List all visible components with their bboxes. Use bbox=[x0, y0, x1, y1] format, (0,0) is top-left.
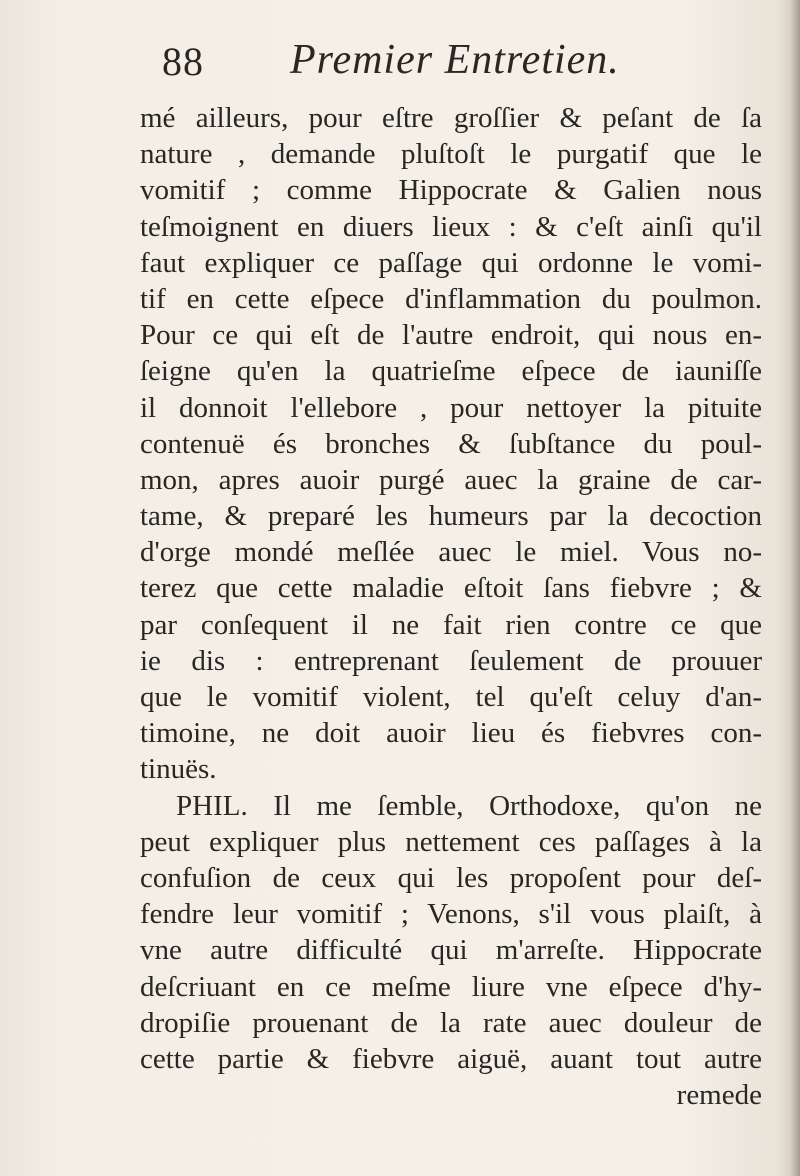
text-line: il donnoit l'ellebore , pour nettoyer la pituite bbox=[140, 391, 762, 424]
text-line: tinuës. bbox=[140, 753, 217, 786]
text-line: mé ailleurs, pour eſtre groſſier & peſant de ſa bbox=[140, 102, 762, 134]
page-header bbox=[162, 34, 762, 90]
text-line: que le vomitif violent, tel qu'eſt celuy d'an- bbox=[140, 681, 762, 713]
text-line: confuſion de ceux qui les propoſent pour deſ- bbox=[140, 861, 762, 894]
text-line: terez que cette maladie eſtoit ſans fiebvre ; & bbox=[140, 572, 762, 605]
text-line: d'orge mondé meſlée auec le miel. Vous no- bbox=[140, 536, 762, 569]
page-edge bbox=[790, 0, 800, 1176]
text-line: ie dis : entreprenant ſeulement de prouuer bbox=[140, 644, 762, 677]
text-line: fendre leur vomitif ; Venons, s'il vous plaiſt, à bbox=[140, 898, 762, 931]
text-line: teſmoignent en diuers lieux : & c'eſt ainſi qu'il bbox=[140, 210, 762, 243]
text-line: vne autre difficulté qui m'arreſte. Hippocrate bbox=[140, 934, 762, 967]
text-line: par conſequent il ne fait rien contre ce que bbox=[140, 608, 762, 641]
text-line: tame, & preparé les humeurs par la decoction bbox=[140, 500, 762, 533]
running-title: Premier Entretien. bbox=[290, 37, 620, 83]
text-line: deſcriuant en ce meſme liure vne eſpece d'hy- bbox=[140, 970, 762, 1003]
text-line: PHIL. Il me ſemble, Orthodoxe, qu'on ne bbox=[176, 789, 762, 822]
text-line: cette partie & fiebvre aiguë, auant tout autre bbox=[140, 1042, 762, 1075]
text-line: nature , demande pluſtoſt le purgatif que le bbox=[140, 138, 762, 171]
catchword: remede bbox=[676, 1079, 762, 1112]
text-line: contenuë és bronches & ſubſtance du poul- bbox=[140, 427, 762, 460]
text-line: peut expliquer plus nettement ces paſſages à la bbox=[140, 825, 762, 858]
text-line: faut expliquer ce paſſage qui ordonne le vomi- bbox=[140, 246, 762, 279]
text-line: dropiſie prouenant de la rate auec douleur de bbox=[140, 1006, 762, 1039]
page-number: 88 bbox=[162, 39, 204, 84]
text-line: Pour ce qui eſt de l'autre endroit, qui nous en- bbox=[140, 319, 762, 352]
text-line: timoine, ne doit auoir lieu és fiebvres con- bbox=[140, 717, 762, 750]
body-text bbox=[140, 100, 762, 1113]
text-line: ſeigne qu'en la quatrieſme eſpece de iauniſſe bbox=[140, 355, 762, 388]
text-line: mon, apres auoir purgé auec la graine de car- bbox=[140, 463, 762, 496]
text-line: tif en cette eſpece d'inflammation du poulmon. bbox=[140, 282, 762, 315]
text-line: vomitif ; comme Hippocrate & Galien nous bbox=[140, 174, 762, 207]
